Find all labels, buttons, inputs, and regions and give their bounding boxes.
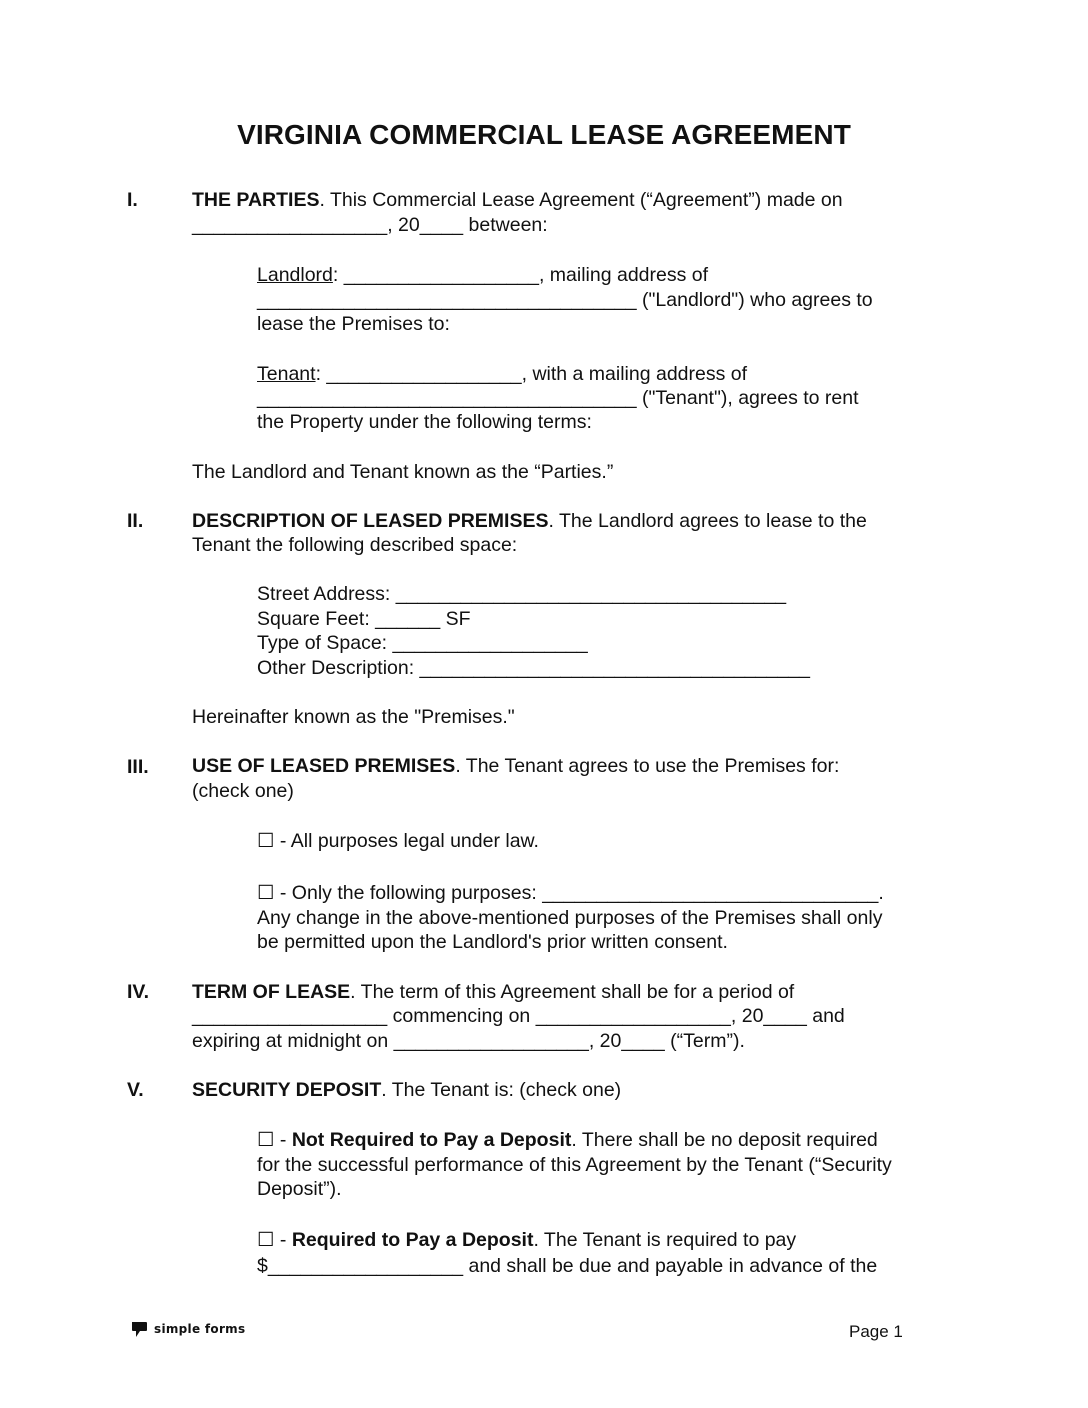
section-number: V. [127, 1079, 144, 1101]
section-heading: TERM OF LEASE [192, 981, 351, 1003]
tenant-line3: the Property under the following terms: [257, 411, 592, 433]
street-address-field: Street Address: ____________________________________ [257, 583, 787, 605]
deposit-option-required: ☐ - Required to Pay a Deposit. The Tenant is required to pay [257, 1229, 797, 1251]
use-option-following-purposes: ☐ - Only the following purposes: _______________________________. [257, 882, 884, 904]
section-ii-line1: DESCRIPTION OF LEASED PREMISES. The Landlord agrees to lease to the [192, 510, 867, 532]
section-heading: DESCRIPTION OF LEASED PREMISES [192, 510, 549, 532]
section-i-line1: THE PARTIES. This Commercial Lease Agreement (“Agreement”) made on [192, 189, 843, 211]
tenant-line2: ___________________________________ ("Tenant"), agrees to rent [257, 387, 859, 409]
section-number: II. [127, 510, 144, 532]
page-number: Page 1 [849, 1322, 903, 1341]
square-feet-field: Square Feet: ______ SF [257, 608, 471, 630]
deposit-option-line3: Deposit”). [257, 1178, 342, 1200]
simple-forms-logo [131, 1320, 245, 1338]
use-option-line2: Any change in the above-mentioned purposes of the Premises shall only [257, 907, 883, 929]
section-heading: THE PARTIES [192, 189, 320, 211]
section-i-line2: __________________, 20____ between: [192, 214, 548, 236]
use-option-all-purposes: ☐ - All purposes legal under law. [257, 830, 539, 852]
section-v-line1: SECURITY DEPOSIT. The Tenant is: (check one) [192, 1079, 622, 1101]
section-number: III. [127, 756, 149, 778]
section-iii-line1: USE OF LEASED PREMISES. The Tenant agrees to use the Premises for: [192, 755, 840, 777]
section-iv-line3: expiring at midnight on __________________, 20____ (“Term”). [192, 1030, 745, 1052]
use-option-line3: be permitted upon the Landlord's prior written consent. [257, 931, 728, 953]
section-number: IV. [127, 981, 150, 1003]
premises-definition: Hereinafter known as the "Premises." [192, 706, 515, 728]
landlord-label: Landlord [257, 264, 333, 286]
document-title: VIRGINIA COMMERCIAL LEASE AGREEMENT [237, 119, 851, 150]
section-heading: SECURITY DEPOSIT [192, 1079, 382, 1101]
checkbox-glyph: ☐ - [257, 1129, 292, 1151]
deposit-option-line2: for the successful performance of this Agreement by the Tenant (“Security [257, 1154, 892, 1176]
section-iv-line2: __________________ commencing on __________________, 20____ and [192, 1005, 845, 1027]
section-number: I. [127, 189, 138, 211]
section-iii-line2: (check one) [192, 780, 294, 802]
section-iv-line1: TERM OF LEASE. The term of this Agreement shall be for a period of [192, 981, 795, 1003]
deposit-option-not-required: ☐ - Not Required to Pay a Deposit. There shall be no deposit required [257, 1129, 878, 1151]
landlord-line3: lease the Premises to: [257, 313, 450, 335]
section-heading: USE OF LEASED PREMISES [192, 755, 456, 777]
logo-text: simple forms [154, 1321, 246, 1336]
checkbox-glyph: ☐ - [257, 1229, 292, 1251]
section-ii-line2: Tenant the following described space: [192, 534, 518, 556]
other-description-field: Other Description: ____________________________________ [257, 657, 810, 679]
landlord-line2: ___________________________________ ("Landlord") who agrees to [257, 289, 873, 311]
type-of-space-field: Type of Space: __________________ [257, 632, 588, 654]
parties-statement: The Landlord and Tenant known as the “Parties.” [192, 461, 614, 483]
simple-forms-logo-icon [131, 1321, 148, 1338]
tenant-label: Tenant [257, 363, 316, 385]
deposit-amount-line: $__________________ and shall be due and payable in advance of the [257, 1255, 878, 1277]
tenant-line1: Tenant: __________________, with a mailing address of [257, 363, 748, 385]
landlord-line1: Landlord: __________________, mailing address of [257, 264, 709, 286]
